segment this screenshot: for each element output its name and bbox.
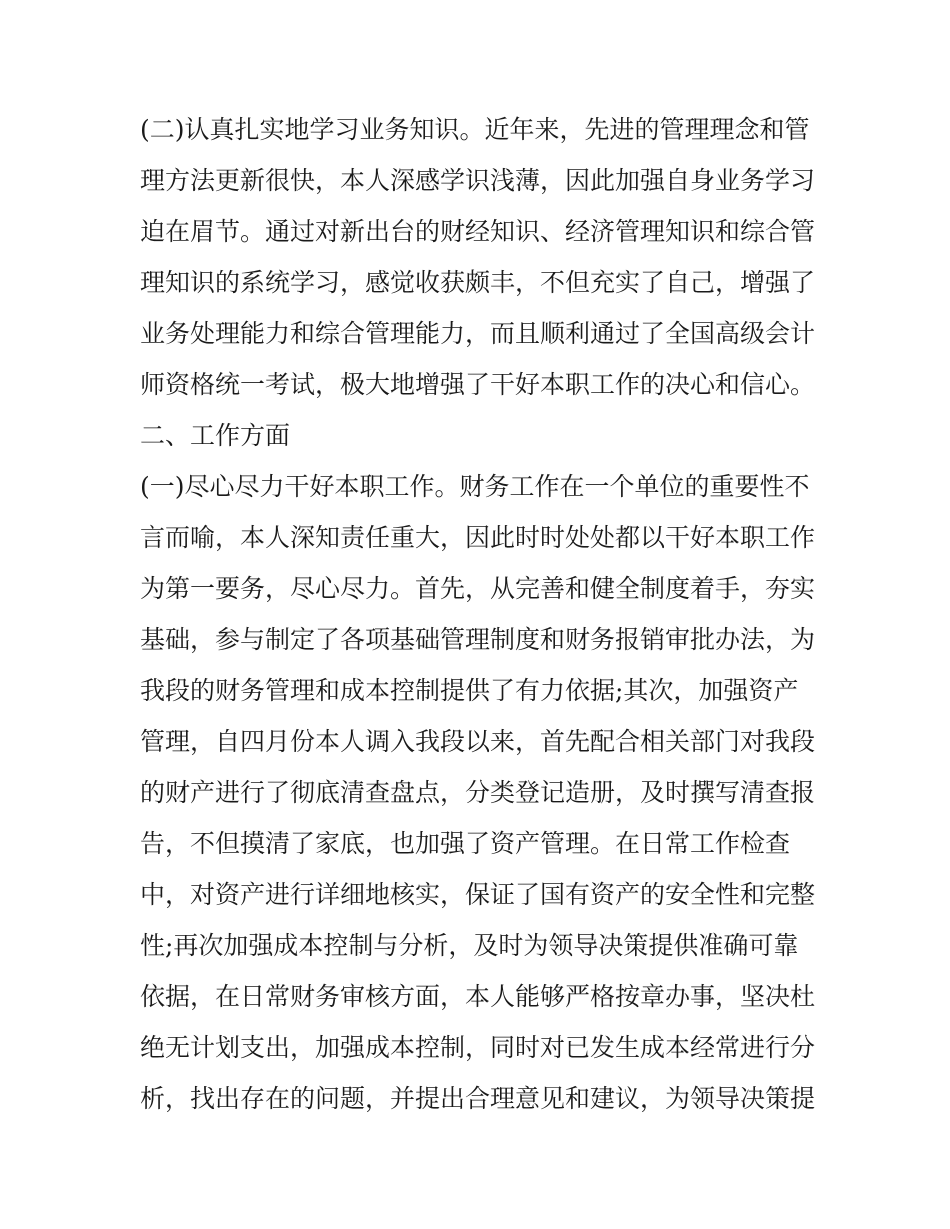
text-line: 析，找出存在的问题，并提出合理意见和建议，为领导决策提 bbox=[140, 1084, 816, 1113]
text-line: 绝无计划支出，加强成本控制，同时对已发生成本经常进行分 bbox=[140, 1033, 816, 1062]
document-body bbox=[140, 104, 840, 1124]
text-line: 管理，自四月份本人调入我段以来，首先配合相关部门对我段 bbox=[140, 727, 816, 756]
text-line: (一)尽心尽力干好本职工作。财务工作在一个单位的重要性不 bbox=[140, 472, 810, 501]
text-line: 性;再次加强成本控制与分析，及时为领导决策提供准确可靠 bbox=[140, 931, 799, 960]
text-line: 基础，参与制定了各项基础管理制度和财务报销审批办法，为 bbox=[140, 625, 816, 654]
text-line: 依据，在日常财务审核方面，本人能够严格按章办事，坚决杜 bbox=[140, 982, 816, 1011]
text-line: 理方法更新很快，本人深感学识浅薄，因此加强自身业务学习 bbox=[140, 166, 816, 195]
text-line: 的财产进行了彻底清查盘点，分类登记造册，及时撰写清查报 bbox=[140, 778, 816, 807]
text-line: 我段的财务管理和成本控制提供了有力依据;其次，加强资产 bbox=[140, 676, 799, 705]
text-line: 告，不但摸清了家底，也加强了资产管理。在日常工作检查 bbox=[140, 829, 791, 858]
text-line: 为第一要务，尽心尽力。首先，从完善和健全制度着手，夯实 bbox=[140, 574, 816, 603]
section-heading: 二、工作方面 bbox=[140, 421, 291, 450]
text-line: 迫在眉节。通过对新出台的财经知识、经济管理知识和综合管 bbox=[140, 217, 816, 246]
text-line: 理知识的系统学习，感觉收获颇丰，不但充实了自己，增强了 bbox=[140, 268, 816, 297]
text-line: 师资格统一考试，极大地增强了干好本职工作的决心和信心。 bbox=[140, 370, 816, 399]
text-line: 业务处理能力和综合管理能力，而且顺利通过了全国高级会计 bbox=[140, 319, 816, 348]
text-line: 中，对资产进行详细地核实，保证了国有资产的安全性和完整 bbox=[140, 880, 816, 909]
text-line: 言而喻，本人深知责任重大，因此时时处处都以干好本职工作 bbox=[140, 523, 816, 552]
text-line: (二)认真扎实地学习业务知识。近年来，先进的管理理念和管 bbox=[140, 115, 810, 144]
